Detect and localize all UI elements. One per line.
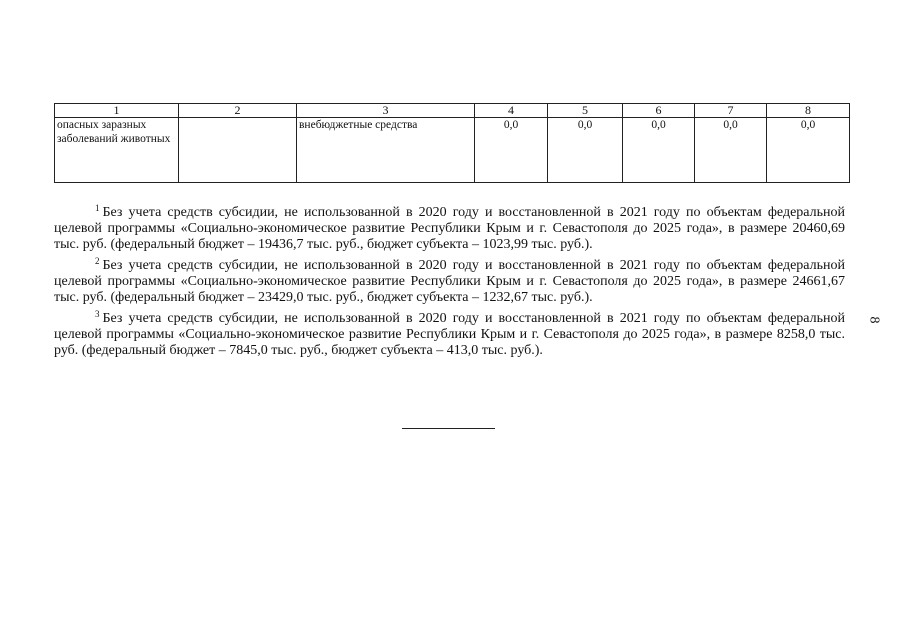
column-number: 2 — [179, 104, 297, 118]
column-number: 8 — [767, 104, 850, 118]
footnote — [54, 306, 845, 359]
table-cell-funding-source: внебюджетные средства — [297, 118, 475, 183]
table-cell-value: 0,0 — [475, 118, 548, 183]
column-number: 3 — [297, 104, 475, 118]
footnote — [54, 200, 845, 253]
footnote-mark: 1 — [95, 203, 100, 213]
column-number: 4 — [475, 104, 548, 118]
footnote — [54, 253, 845, 306]
column-number: 7 — [695, 104, 767, 118]
table-cell-empty — [179, 118, 297, 183]
table-header-row — [55, 104, 850, 118]
column-number: 5 — [548, 104, 623, 118]
table-row — [55, 118, 850, 183]
footnote-mark: 2 — [95, 256, 100, 266]
footnote-separator-line — [402, 428, 495, 429]
table-cell-value: 0,0 — [548, 118, 623, 183]
page-number: 8 — [866, 316, 882, 324]
footnote-text: Без учета средств субсидии, не использованной в 2020 году и восстановленной в 2021 году по объектам федеральной целевой программы «Социально-экономическое развитие Республики Крым и г. Севастополя до 2025 года», в размере 20460,69 тыс. руб. (федеральный бюджет – 19436,7 тыс. руб., бюджет субъекта – 1023,99 тыс. руб.). — [54, 205, 845, 252]
table-cell-value: 0,0 — [695, 118, 767, 183]
table-cell-value: 0,0 — [767, 118, 850, 183]
footnote-text: Без учета средств субсидии, не использованной в 2020 году и восстановленной в 2021 году по объектам федеральной целевой программы «Социально-экономическое развитие Республики Крым и г. Севастополя до 2025 года», в размере 24661,67 тыс. руб. (федеральный бюджет – 23429,0 тыс. руб., бюджет субъекта – 1232,67 тыс. руб.). — [54, 258, 845, 305]
budget-table — [54, 103, 850, 183]
table-cell-description: опасных заразных заболеваний животных — [55, 118, 179, 183]
footnote-text: Без учета средств субсидии, не использованной в 2020 году и восстановленной в 2021 году по объектам федеральной целевой программы «Социально-экономическое развитие Республики Крым и г. Севастополя до 2025 года», в размере 8258,0 тыс. руб. (федеральный бюджет – 7845,0 тыс. руб., бюджет субъекта – 413,0 тыс. руб.). — [54, 311, 845, 358]
table-cell-value: 0,0 — [623, 118, 695, 183]
column-number: 6 — [623, 104, 695, 118]
footnotes — [54, 200, 845, 359]
column-number: 1 — [55, 104, 179, 118]
footnote-mark: 3 — [95, 309, 100, 319]
